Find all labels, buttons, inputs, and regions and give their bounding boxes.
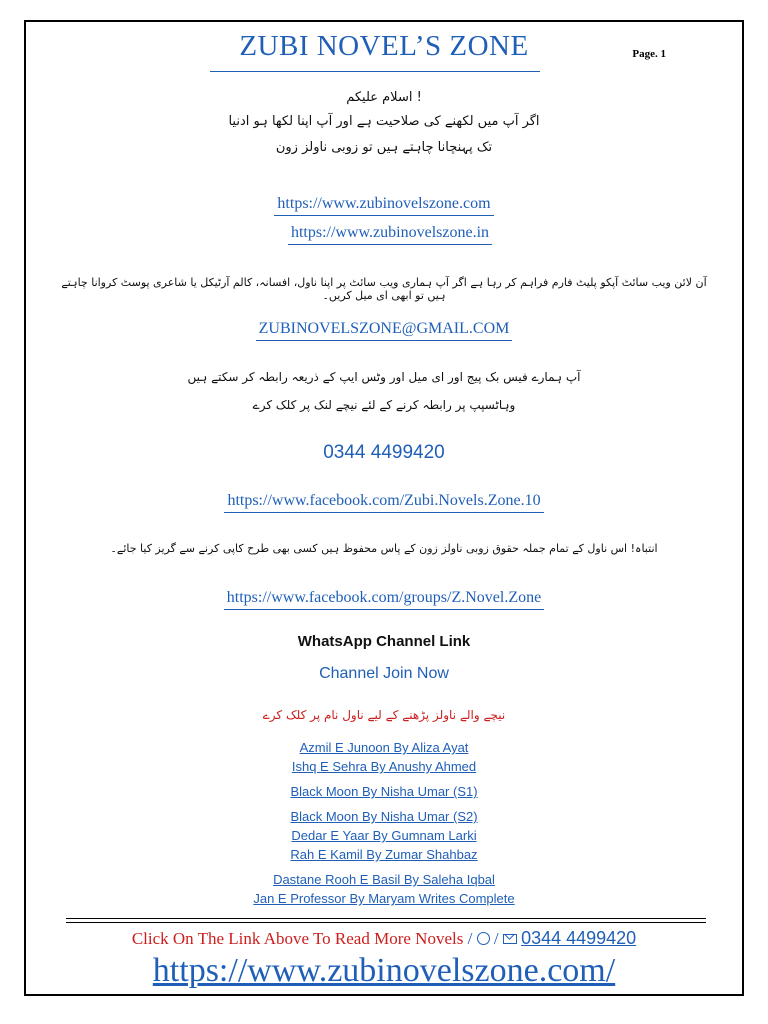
- channel-join-link[interactable]: Channel Join Now: [319, 665, 449, 682]
- intro-line-2: تک پہنچانا چاہتے ہیں تو زوبی ناولز زون: [275, 140, 493, 155]
- facebook-group-link[interactable]: https://www.facebook.com/groups/Z.Novel.Zone: [224, 589, 544, 610]
- read-more-text: Click On The Link Above To Read More Novels: [131, 929, 464, 948]
- facebook-page-row: [26, 492, 742, 513]
- separator: /: [467, 929, 473, 948]
- whatsapp-heading: WhatsApp Channel Link: [297, 633, 471, 650]
- website-in-link[interactable]: https://www.zubinovelszone.in: [288, 224, 492, 245]
- page-title: ZUBI NOVEL’S ZONE: [239, 30, 529, 62]
- email-link[interactable]: ZUBINOVELSZONE@GMAIL.COM: [256, 320, 513, 341]
- novel-link[interactable]: Rah E Kamil By Zumar Shahbaz: [290, 847, 478, 862]
- novels-prompt: نیچے والے ناولز پڑھنے کے لیے ناول نام پر کلک کرے: [262, 708, 506, 722]
- footer-read-more-row: [26, 928, 742, 949]
- title-underline: [210, 71, 540, 72]
- novel-list: [26, 738, 742, 908]
- novel-link[interactable]: Black Moon By Nisha Umar (S2): [290, 809, 478, 824]
- website-com-row: [26, 195, 742, 216]
- footer-divider-bottom: [66, 922, 706, 923]
- intro-line-1: اگر آپ میں لکھنے کی صلاحیت ہے اور آپ اپنا لکھا ہو ادنیا: [228, 114, 540, 129]
- facebook-page-link[interactable]: https://www.facebook.com/Zubi.Novels.Zone.10: [224, 492, 543, 513]
- page-number: Page. 1: [632, 48, 666, 60]
- email-row: [26, 320, 742, 341]
- separator: /: [493, 929, 499, 948]
- page-frame: [24, 20, 744, 996]
- whatsapp-phone-link[interactable]: 0344 4499420: [323, 442, 445, 463]
- footer-website-link[interactable]: https://www.zubinovelszone.com/: [152, 952, 616, 989]
- whatsapp-icon: [477, 932, 490, 945]
- footer-divider-top: [66, 918, 706, 919]
- website-com-link[interactable]: https://www.zubinovelszone.com: [274, 195, 493, 216]
- novel-link[interactable]: Ishq E Sehra By Anushy Ahmed: [291, 759, 477, 774]
- novel-link[interactable]: Black Moon By Nisha Umar (S1): [290, 784, 478, 799]
- novel-link[interactable]: Dedar E Yaar By Gumnam Larki: [291, 828, 477, 843]
- contact-line-1: آپ ہمارے فیس بک پیج اور ای میل اور وٹس ایپ کے ذریعہ رابطہ کر سکتے ہیں: [187, 370, 581, 384]
- novel-link[interactable]: Azmil E Junoon By Aliza Ayat: [299, 740, 469, 755]
- greeting: ! اسلام علیکم: [346, 90, 422, 105]
- website-in-row: [26, 224, 742, 245]
- novel-link[interactable]: Dastane Rooh E Basil By Saleha Iqbal: [273, 872, 495, 887]
- facebook-group-row: [26, 589, 742, 610]
- platform-note: آن لائن ویب سائٹ آپکو پلیٹ فارم فراہم کر رہا ہے اگر آپ ہماری ویب سائٹ پر اپنا ناول، افسانہ، کالم آرٹیکل یا شاعری پوسٹ کروانا چاہتے ہیں تو ابھی ای میل کریں۔: [61, 276, 707, 302]
- footer-phone-link[interactable]: 0344 4499420: [521, 928, 637, 948]
- contact-line-2: وہاٹسپپ پر رابطہ کرنے کے لئے نیچے لنک پر کلک کرے: [252, 398, 516, 412]
- novel-link[interactable]: Jan E Professor By Maryam Writes Complete: [253, 891, 515, 906]
- copyright-warning: انتباہ! اس ناول کے تمام جملہ حقوق زوبی ناولز زون کے پاس محفوظ ہیں کسی بھی طرح کاپی کرنے سے گریز کیا جائے۔: [110, 542, 658, 555]
- mail-icon: [503, 934, 517, 944]
